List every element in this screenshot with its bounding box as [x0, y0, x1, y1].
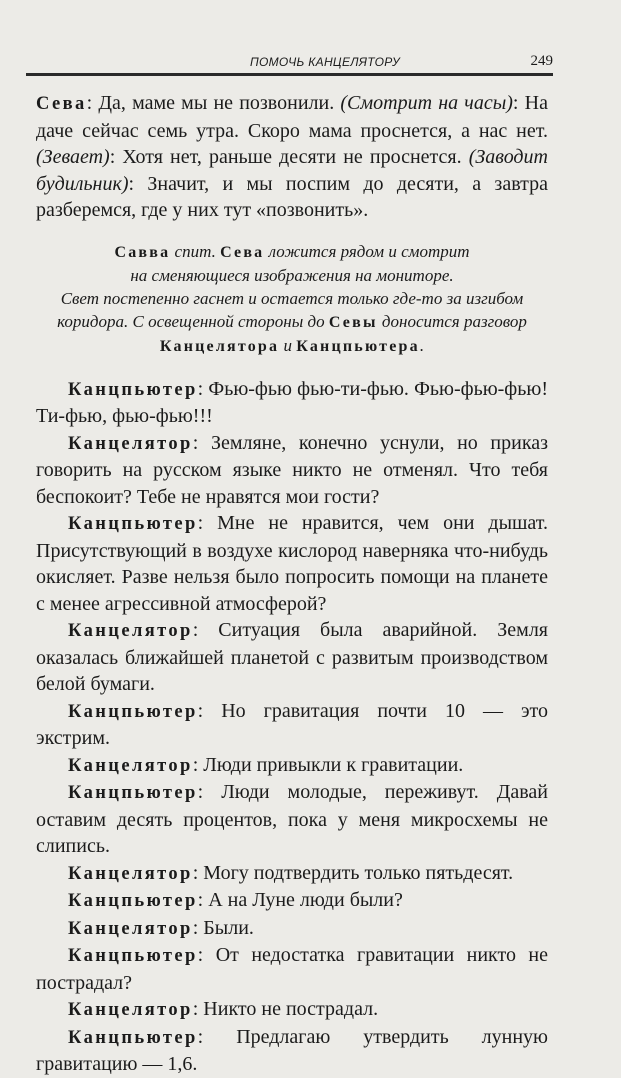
line-text: Предлагаю утвердить лунную гравитацию — 1,6. — [36, 1025, 548, 1075]
line-text: Люди молодые, переживут. Давай оставим десять процентов, пока у меня микросхемы не слипись. — [36, 781, 548, 857]
dialogue-line: Канцпьютер: Люди молодые, переживут. Давай оставим десять процентов, пока у меня микросхемы не слипись. — [36, 781, 548, 857]
line-text: Люди привыкли к гравитации. — [203, 753, 464, 776]
line-text: Никто не пострадал. — [203, 998, 379, 1020]
dialogue-line: Канцелятор: Ситуация была аварийной. Земля оказалась ближайшей планетой с развитым производством белой бумаги. — [36, 619, 548, 695]
speaker-name: Канцпьютер — [68, 946, 198, 966]
stage-remark: (Заводит будильник) — [36, 146, 548, 195]
speaker-name: Сева — [36, 94, 87, 114]
page-number: 249 — [530, 53, 553, 69]
stage-remark: (Смотрит на часы) — [340, 92, 513, 114]
line-text: Земляне, конечно уснули, но приказ говорить на русском языке никто не отменял. Что тебя беспокоит? Тебе не нравятся мои гости? — [36, 431, 549, 508]
dialogue-line: Канцпьютер: От недостатка гравитации никто не пострадал? — [36, 944, 549, 994]
dialogue-line: Канцелятор: Никто не пострадал. — [68, 998, 379, 1020]
speaker-name: Канцелятор — [68, 755, 193, 776]
dialogue-line: Канцпьютер: А на Луне люди были? — [68, 889, 403, 911]
stage-text: коридора. С освещенной стороны до — [57, 311, 329, 331]
paragraph-seva: Сева: Да, маме мы не позвонили. (Смотрит на часы): На даче сейчас семь утра. Скоро мама проснется, а нас нет. (Зевает): Хотя нет, раньше десяти не проснется. (Заводит будильник): Значит, и мы поспим до десяти, а завтра разберемся, где у них тут «позвонить». — [36, 92, 548, 221]
stage-text: спит. — [170, 241, 221, 261]
stage-direction — [36, 240, 548, 358]
speaker-name: Канцпьютер — [68, 783, 198, 803]
page-header — [26, 47, 553, 76]
stage-remark: (Зевает) — [36, 146, 110, 168]
speaker-name: Канцелятор — [68, 621, 193, 641]
line-text: От недостатка гравитации никто не пострадал? — [36, 944, 549, 994]
dialogue-line: Канцелятор: Могу подтвердить только пятьдесят. — [68, 861, 514, 884]
speaker-name: Канцелятор — [68, 918, 193, 939]
dialogue-line: Канцелятор: Были. — [68, 916, 254, 939]
dialogue-line: Канцпьютер: Фью-фью фью-ти-фью. Фью-фью-фью! Ти-фью, фью-фью!!! — [36, 377, 548, 427]
line-text: Могу подтвердить только пятьдесят. — [203, 861, 514, 884]
speaker-name: Канцпьютер — [68, 701, 198, 722]
stage-text: доносится разговор — [377, 311, 527, 331]
character-name: Сева — [220, 243, 265, 261]
speaker-name: Канцпьютер — [68, 891, 198, 911]
line-text: Да, маме мы не позвонили. — [98, 92, 341, 114]
line-text: Фью-фью фью-ти-фью. Фью-фью-фью! Ти-фью, фью-фью!!! — [36, 377, 548, 427]
stage-text: Свет постепенно гаснет и остается только где-то за изгибом — [60, 288, 524, 308]
speaker-name: Канцпьютер — [68, 514, 198, 534]
line-text: : Значит, и мы поспим до десяти, а завтра разберемся, где у них тут «позвонить». — [36, 172, 548, 221]
line-text: Мне не нравится, чем они дышат. Присутствующий в воздухе кислород наверняка что-нибудь окисляет. Разве нельзя было попросить помощи на планете с менее агрессивной атмосферой? — [36, 512, 548, 615]
dialogue-line: Канцпьютер: Мне не нравится, чем они дышат. Присутствующий в воздухе кислород наверняка что-нибудь окисляет. Разве нельзя было попросить помощи на планете с менее агрессивной атмосферой? — [36, 512, 548, 615]
character-name: Севы — [328, 313, 378, 331]
stage-text: на сменяющиеся изображения на мониторе. — [130, 265, 454, 285]
line-text: А на Луне люди были? — [208, 889, 403, 911]
character-name: Савва — [114, 243, 171, 261]
page-text — [36, 90, 548, 1078]
stage-text: ложится рядом и смотрит — [264, 241, 470, 261]
speaker-name: Канцелятор — [68, 433, 193, 454]
dialogue-line: Канцпьютер: Предлагаю утвердить лунную гравитацию — 1,6. — [36, 1025, 548, 1075]
speaker-name: Канцпьютер — [68, 1027, 198, 1048]
line-text: Но гравитация почти 10 — это экстрим. — [36, 699, 548, 749]
line-text: Были. — [203, 916, 254, 939]
line-text: : На даче сейчас семь утра. Скоро мама проснется, а нас нет. — [36, 92, 548, 142]
character-name: Канцелятора — [159, 337, 280, 355]
stage-text: . — [419, 335, 425, 355]
speaker-name: Канцпьютер — [68, 379, 198, 400]
stage-text: и — [279, 335, 297, 355]
speaker-name: Канцелятор — [68, 1000, 193, 1020]
dialogue-line: Канцелятор: Земляне, конечно уснули, но приказ говорить на русском языке никто не отменял. Что тебя беспокоит? Тебе не нравятся мои гости? — [36, 431, 549, 508]
line-text: Ситуация была аварийной. Земля оказалась ближайшей планетой с развитым производством белой бумаги. — [36, 619, 548, 695]
dialogue-line: Канцпьютер: Но гравитация почти 10 — это экстрим. — [36, 699, 548, 749]
dialogue-line: Канцелятор: Люди привыкли к гравитации. — [68, 753, 464, 776]
character-name: Канцпьютера — [296, 337, 420, 355]
running-title: ПОМОЧЬ КАНЦЕЛЯТОРУ — [250, 55, 400, 69]
line-text: : Хотя нет, раньше десяти не проснется. — [109, 146, 469, 168]
speaker-name: Канцелятор — [68, 863, 193, 884]
